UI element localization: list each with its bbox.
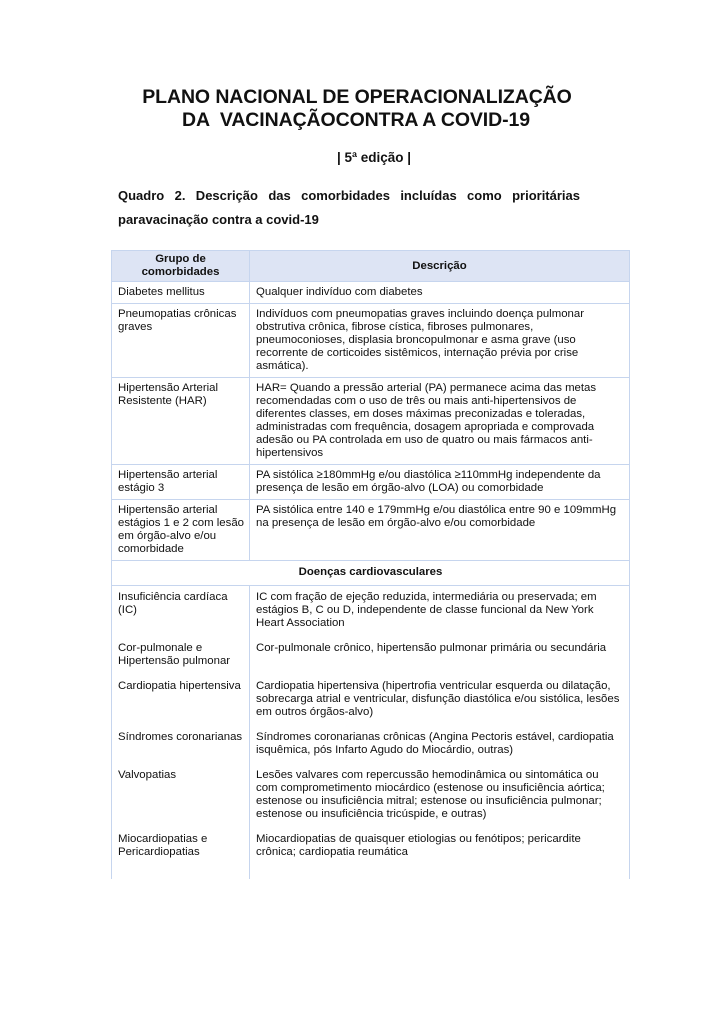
row-group: Cor-pulmonale e Hipertensão pulmonar (112, 639, 250, 677)
row-group: Pneumopatias crônicas graves (112, 304, 250, 378)
table-row (112, 500, 630, 561)
row-description: Lesões valvares com repercussão hemodinâmica ou sintomática ou com comprometimento miocárdico (estenose ou insuficiência aórtica; estenose ou insuficiência mitral; estenose ou insuficiência pulmonar; estenose ou insuficiência tricúspide, e outras) (250, 766, 630, 830)
title-line-2: DA VACINAÇÃOCONTRA A COVID-19 (181, 109, 530, 131)
caption-line-2: paravacinação contra a covid-19 (118, 212, 319, 227)
title-line-1: PLANO NACIONAL DE OPERACIONALIZAÇÃO (142, 86, 572, 108)
table-row (112, 378, 630, 465)
row-group: Cardiopatia hipertensiva (112, 677, 250, 728)
section-title: Doenças cardiovasculares (112, 561, 630, 586)
row-group: Hipertensão arterial estágios 1 e 2 com lesão em órgão-alvo e/ou comorbidade (112, 500, 250, 561)
row-description: PA sistólica entre 140 e 179mmHg e/ou diastólica entre 90 e 109mmHg na presença de lesão em órgão-alvo e/ou comorbidade (250, 500, 630, 561)
table-row (112, 282, 630, 304)
row-group: Diabetes mellitus (112, 282, 250, 304)
row-description: Indivíduos com pneumopatias graves incluindo doença pulmonar obstrutiva crônica, fibrose cística, fibroses pulmonares, pneumoconioses, displasia broncopulmonar e asma grave (uso recorrente de corticoides sistêmicos, internação prévia por crise asmática). (250, 304, 630, 378)
caption-line-1: Quadro 2. Descrição das comorbidades incluídas como prioritárias (118, 188, 580, 203)
table-row (112, 304, 630, 378)
row-description: Cor-pulmonale crônico, hipertensão pulmonar primária ou secundária (250, 639, 630, 677)
comorbidities-table (111, 250, 630, 879)
table-row (112, 465, 630, 500)
row-description: Síndromes coronarianas crônicas (Angina Pectoris estável, cardiopatia isquêmica, pós Infarto Agudo do Miocárdio, outras) (250, 728, 630, 766)
header-description: Descrição (250, 251, 630, 282)
row-description: HAR= Quando a pressão arterial (PA) permanece acima das metas recomendadas com o uso de três ou mais anti-hipertensivos de diferentes classes, em doses máximas preconizadas e toleradas, administradas com frequência, dosagem apropriada e comprovada adesão ou PA controlada em uso de quatro ou mais fármacos anti-hipertensivos (250, 378, 630, 465)
table-row (112, 830, 630, 879)
table-header-row (112, 251, 630, 282)
table-row (112, 766, 630, 830)
row-group: Miocardiopatias e Pericardiopatias (112, 830, 250, 879)
row-group: Valvopatias (112, 766, 250, 830)
table-caption (118, 184, 580, 232)
document-title (0, 86, 724, 132)
row-description: IC com fração de ejeção reduzida, intermediária ou preservada; em estágios B, C ou D, independente de classe funcional da New York Heart Association (250, 586, 630, 640)
edition-label: | 5ª edição | (336, 150, 412, 165)
row-group: Hipertensão arterial estágio 3 (112, 465, 250, 500)
row-description: PA sistólica ≥180mmHg e/ou diastólica ≥110mmHg independente da presença de lesão em órgão-alvo (LOA) ou comorbidade (250, 465, 630, 500)
row-group: Síndromes coronarianas (112, 728, 250, 766)
row-description: Qualquer indivíduo com diabetes (250, 282, 630, 304)
row-group: Hipertensão Arterial Resistente (HAR) (112, 378, 250, 465)
table-row (112, 728, 630, 766)
row-group: Insuficiência cardíaca (IC) (112, 586, 250, 640)
row-description: Cardiopatia hipertensiva (hipertrofia ventricular esquerda ou dilatação, sobrecarga atrial e ventricular, disfunção diastólica e/ou sistólica, lesões em outros órgãos-alvo) (250, 677, 630, 728)
header-group: Grupo de comorbidades (112, 251, 250, 282)
section-row (112, 561, 630, 586)
table-row (112, 639, 630, 677)
table-row (112, 586, 630, 640)
row-description: Miocardiopatias de quaisquer etiologias ou fenótipos; pericardite crônica; cardiopatia reumática (250, 830, 630, 879)
table-row (112, 677, 630, 728)
